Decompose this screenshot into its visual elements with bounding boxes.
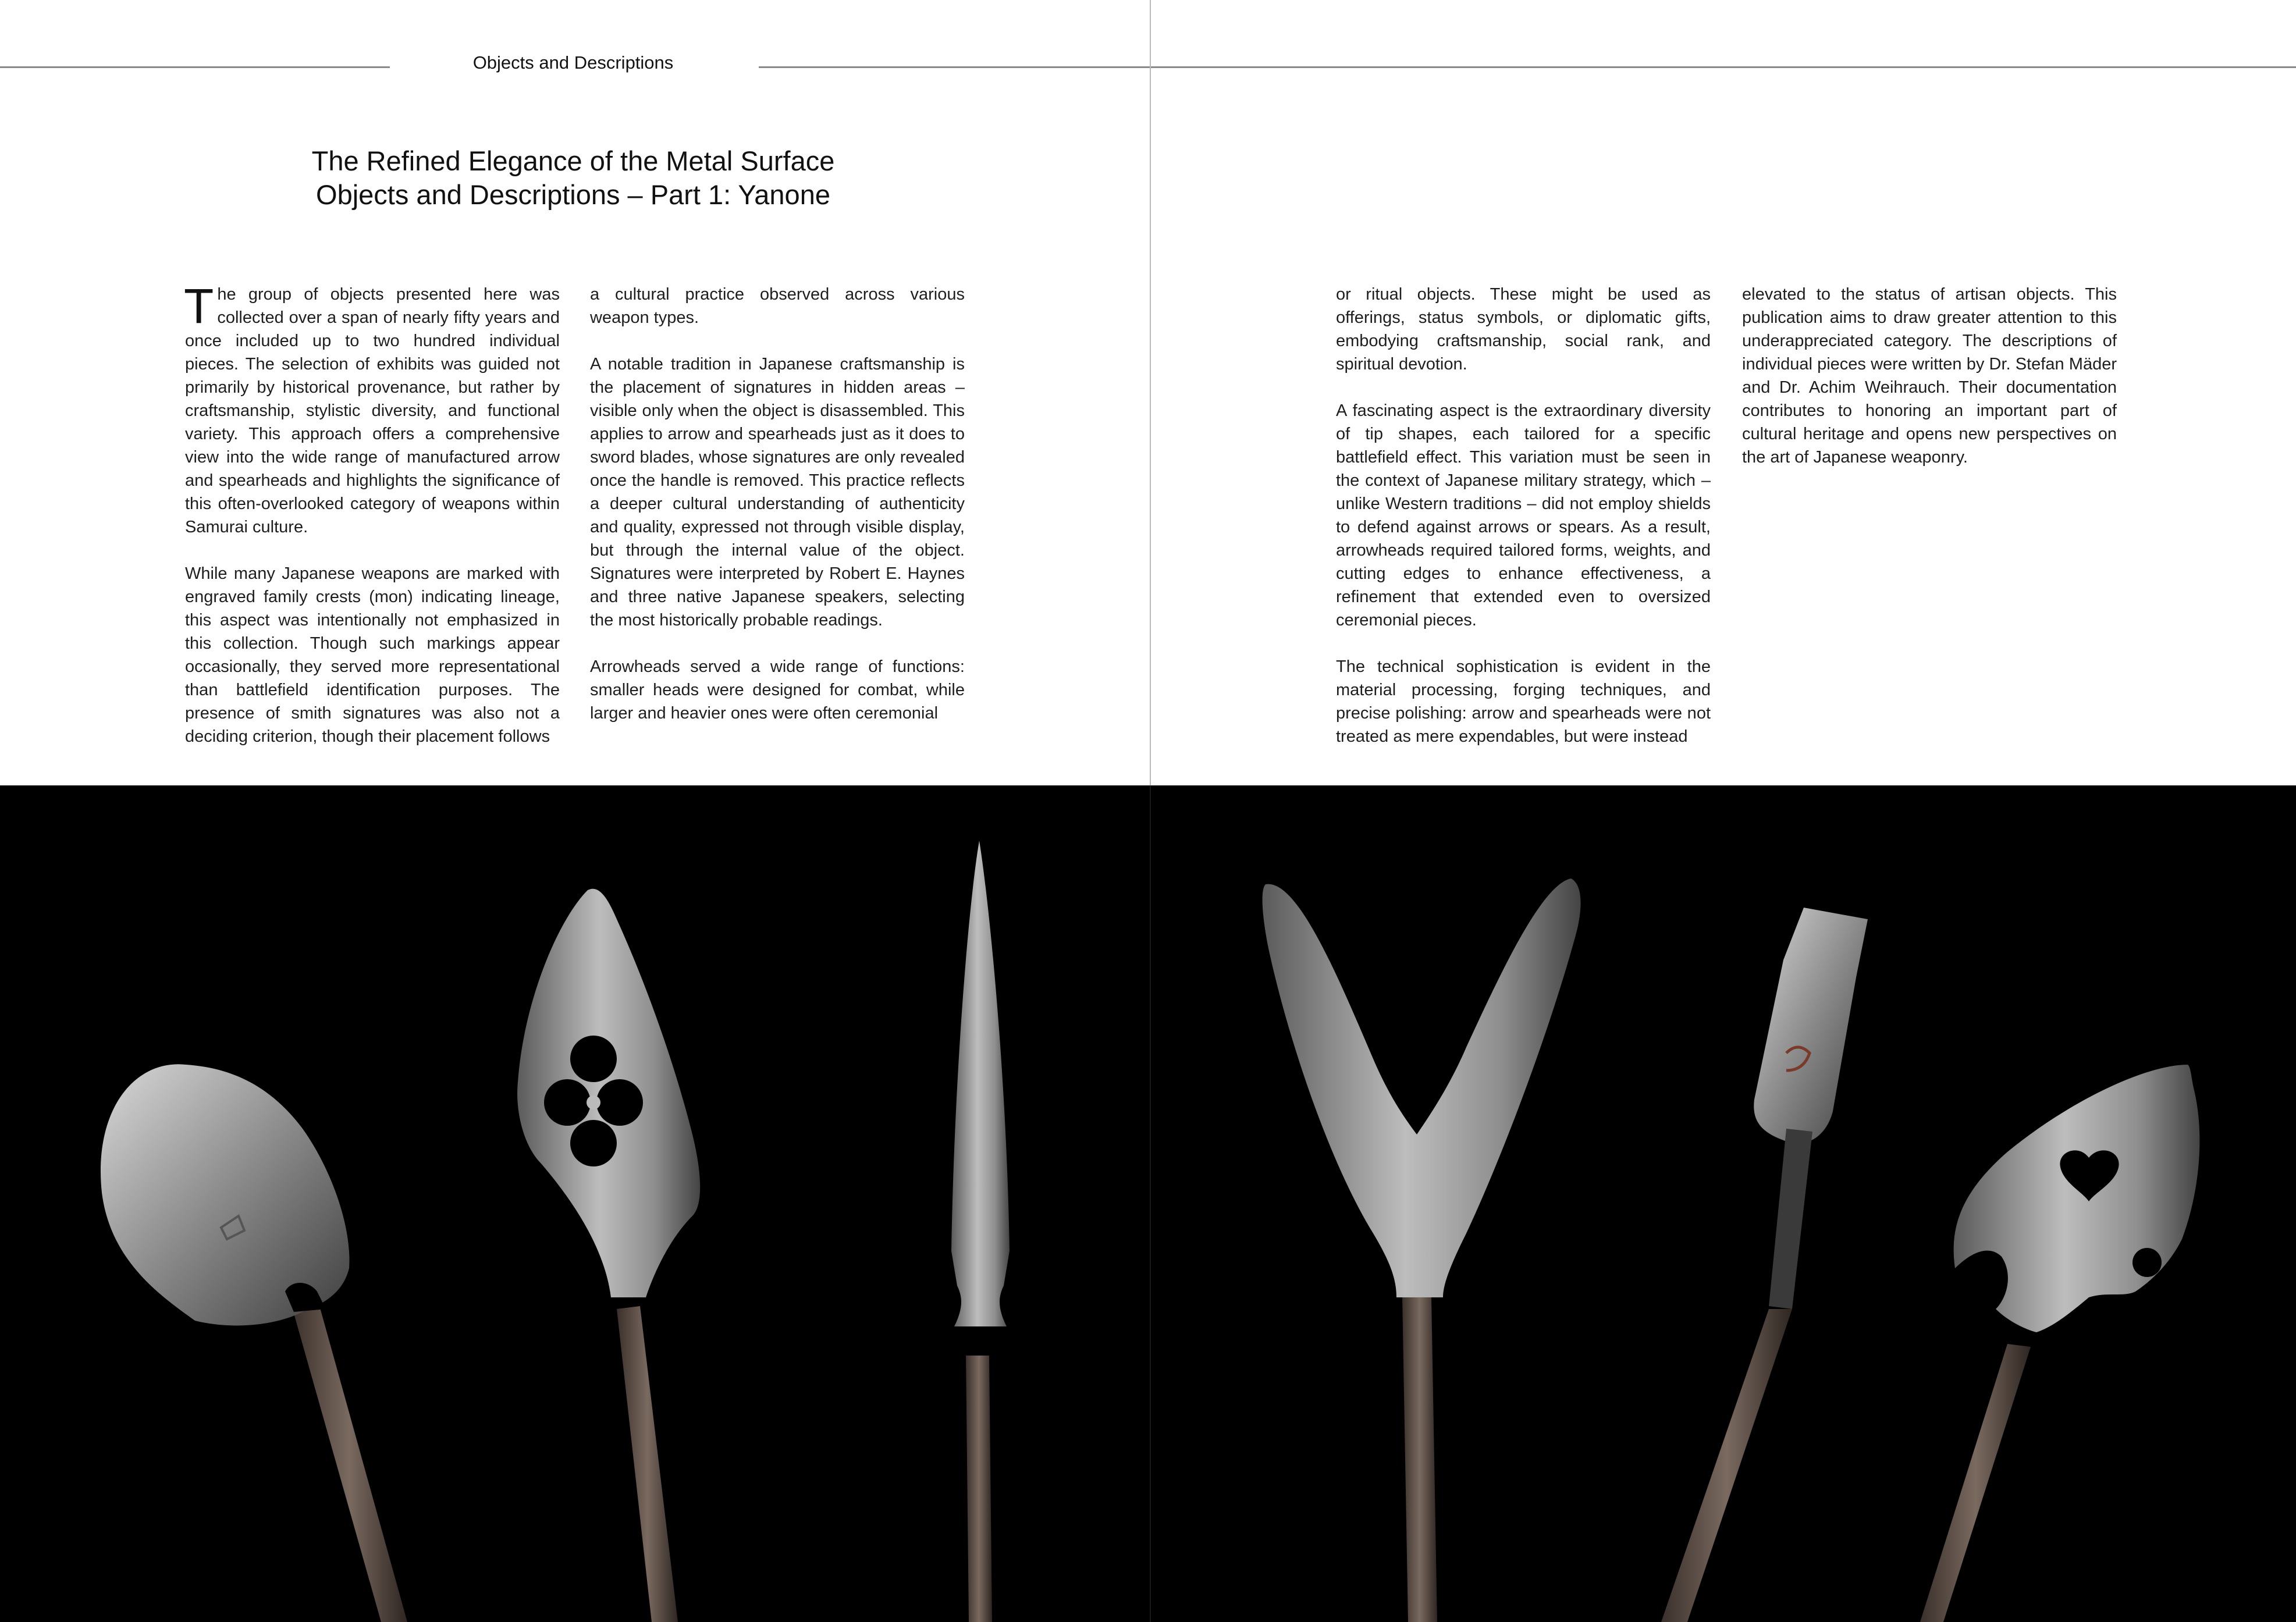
title-line-2: Objects and Descriptions – Part 1: Yanone — [316, 179, 830, 210]
page-gutter — [1150, 0, 1151, 785]
title-line-1: The Refined Elegance of the Metal Surface — [311, 145, 835, 176]
paragraph: elevated to the status of artisan objects. This publication aims to draw greater attention to this underappreciated category. The descriptions of individual pieces were written by Dr. Stefan Mäder and Dr. Achim Weihrauch. Their documentation contributes to honoring an important part of cultural heritage and opens new perspectives on the art of Japanese weaponry. — [1742, 285, 2117, 467]
drop-cap: T — [184, 279, 214, 333]
text-column-4 — [1742, 283, 2117, 469]
paragraph: A notable tradition in Japanese craftsmanship is the placement of signatures in hidden areas – visible only when the object is disassembled. This applies to arrow and spearheads just as it does to sword blades, whose signatures are only revealed once the handle is removed. This practice reflects a deeper cultural understanding of authenticity and quality, expressed not through visible display, but through the internal value of the object. Signatures were interpreted by Robert E. Haynes and three native Japanese speakers, selecting the most historically probable readings. — [590, 355, 965, 629]
gutter-shadow — [1150, 785, 1151, 1622]
text-column-2 — [590, 283, 965, 725]
paragraph: The technical sophistication is evident in the material processing, forging techniques, and precise polishing: arrow and spearheads were not treated as mere expendables, but were instead — [1336, 657, 1711, 746]
paragraph: A fascinating aspect is the extraordinary diversity of tip shapes, each tailored for a specific battlefield effect. This variation must be seen in the context of Japanese military strategy, which – unlike Western traditions – did not employ shields to defend against arrows or spears. As a result, arrowheads required tailored forms, weights, and cutting edges to enhance effectiveness, a refinement that extended even to oversized ceremonial pieces. — [1336, 401, 1711, 629]
arrowhead-photograph — [0, 785, 2296, 1622]
running-head: Objects and Descriptions — [472, 52, 674, 73]
forked-arrowhead-icon — [1263, 878, 1581, 1622]
paragraph: While many Japanese weapons are marked with engraved family crests (mon) indicating lineage, this aspect was intentionally not emphasized in this collection. Though such markings appear occasionally, they served more representational than battlefield identification purposes. The presence of smith signatures was also not a deciding criterion, though their placement follows — [185, 564, 560, 746]
text-column-1 — [184, 279, 560, 748]
chisel-arrowhead-icon — [1661, 908, 1868, 1622]
needle-arrowhead-icon — [951, 841, 1010, 1622]
paragraph: Arrowheads served a wide range of functions: smaller heads were designed for combat, while larger and heavier ones were often ceremonial — [590, 657, 965, 723]
pierced-trefoil-arrowhead-icon — [517, 889, 700, 1622]
paragraph: a cultural practice observed across various weapon types. — [590, 285, 965, 327]
header-rule-left — [0, 66, 390, 68]
heart-pierced-arrowhead-icon — [1920, 1065, 2199, 1622]
arrowheads-illustration — [0, 785, 2296, 1622]
header-rule-right — [759, 66, 2296, 68]
paragraph-text: he group of objects presented here was collected over a span of nearly fifty years and once included up to two hundred individual pieces. The selection of exhibits was guided not primarily by historical provenance, but rather by craftsmanship, stylistic diversity, and functional variety. This approach offers a comprehensive view into the wide range of manufactured arrow and spearheads and highlights the significance of this often-overlooked category of weapons within Samurai culture. — [185, 285, 560, 536]
paragraph — [184, 279, 560, 539]
paragraph: or ritual objects. These might be used as offerings, status symbols, or diplomatic gifts, embodying craftsmanship, social rank, and spiritual devotion. — [1336, 285, 1711, 374]
text-column-3 — [1336, 283, 1711, 748]
spatula-arrowhead-icon — [101, 1064, 407, 1622]
page-title — [175, 144, 972, 212]
